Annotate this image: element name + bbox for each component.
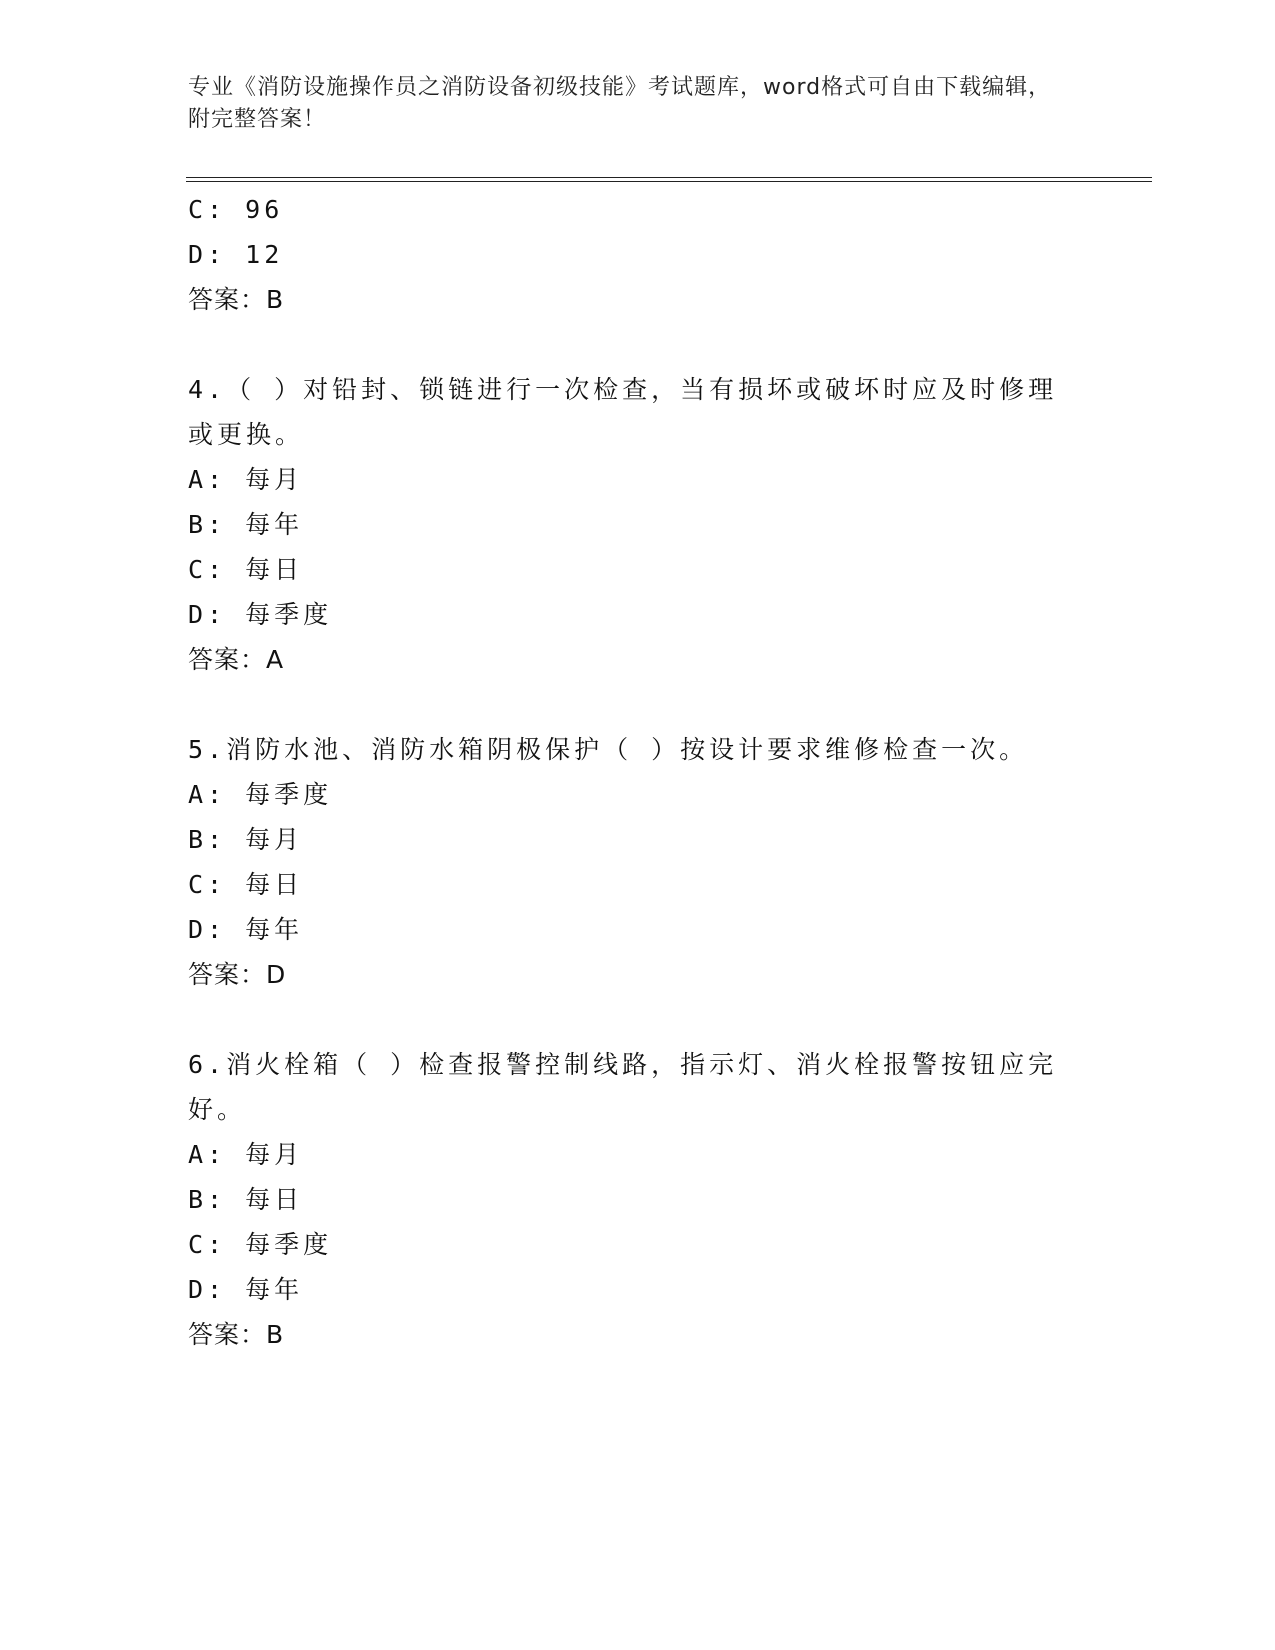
option-b: B: 每日 [188,1185,304,1214]
question-text-5: 5.消防水池、消防水箱阴极保护（ ）按设计要求维修检查一次。 [188,735,1029,764]
question-text-4: 4.（ ）对铅封、锁链进行一次检查，当有损坏或破坏时应及时修理或更换。 [188,375,1058,449]
option-a: A: 每季度 [188,780,333,809]
option-c: C: 每日 [188,555,304,584]
option-d: D: 每季度 [188,600,333,629]
option-c: C: 96 [188,195,284,224]
option-d: D: 每年 [188,1275,304,1304]
option-d: D: 每年 [188,915,304,944]
option-b: B: 每年 [188,510,304,539]
option-a: A: 每月 [188,1140,304,1169]
option-c: C: 每日 [188,870,304,899]
answer-line: 答案：B [188,1320,285,1349]
answer-line: 答案：D [188,960,287,989]
header-divider-top [186,177,1152,178]
question-text-6: 6.消火栓箱（ ）检查报警控制线路，指示灯、消火栓报警按钮应完好。 [188,1050,1058,1124]
option-b: B: 每月 [188,825,304,854]
option-a: A: 每月 [188,465,304,494]
option-c: C: 每季度 [188,1230,333,1259]
header-divider-bottom [186,181,1152,182]
answer-line: 答案：A [188,645,285,674]
answer-line: 答案：B [188,285,285,314]
option-d: D: 12 [188,240,284,269]
document-header: 专业《消防设施操作员之消防设备初级技能》考试题库，word格式可自由下载编辑，附完整答案！ [188,75,1052,132]
